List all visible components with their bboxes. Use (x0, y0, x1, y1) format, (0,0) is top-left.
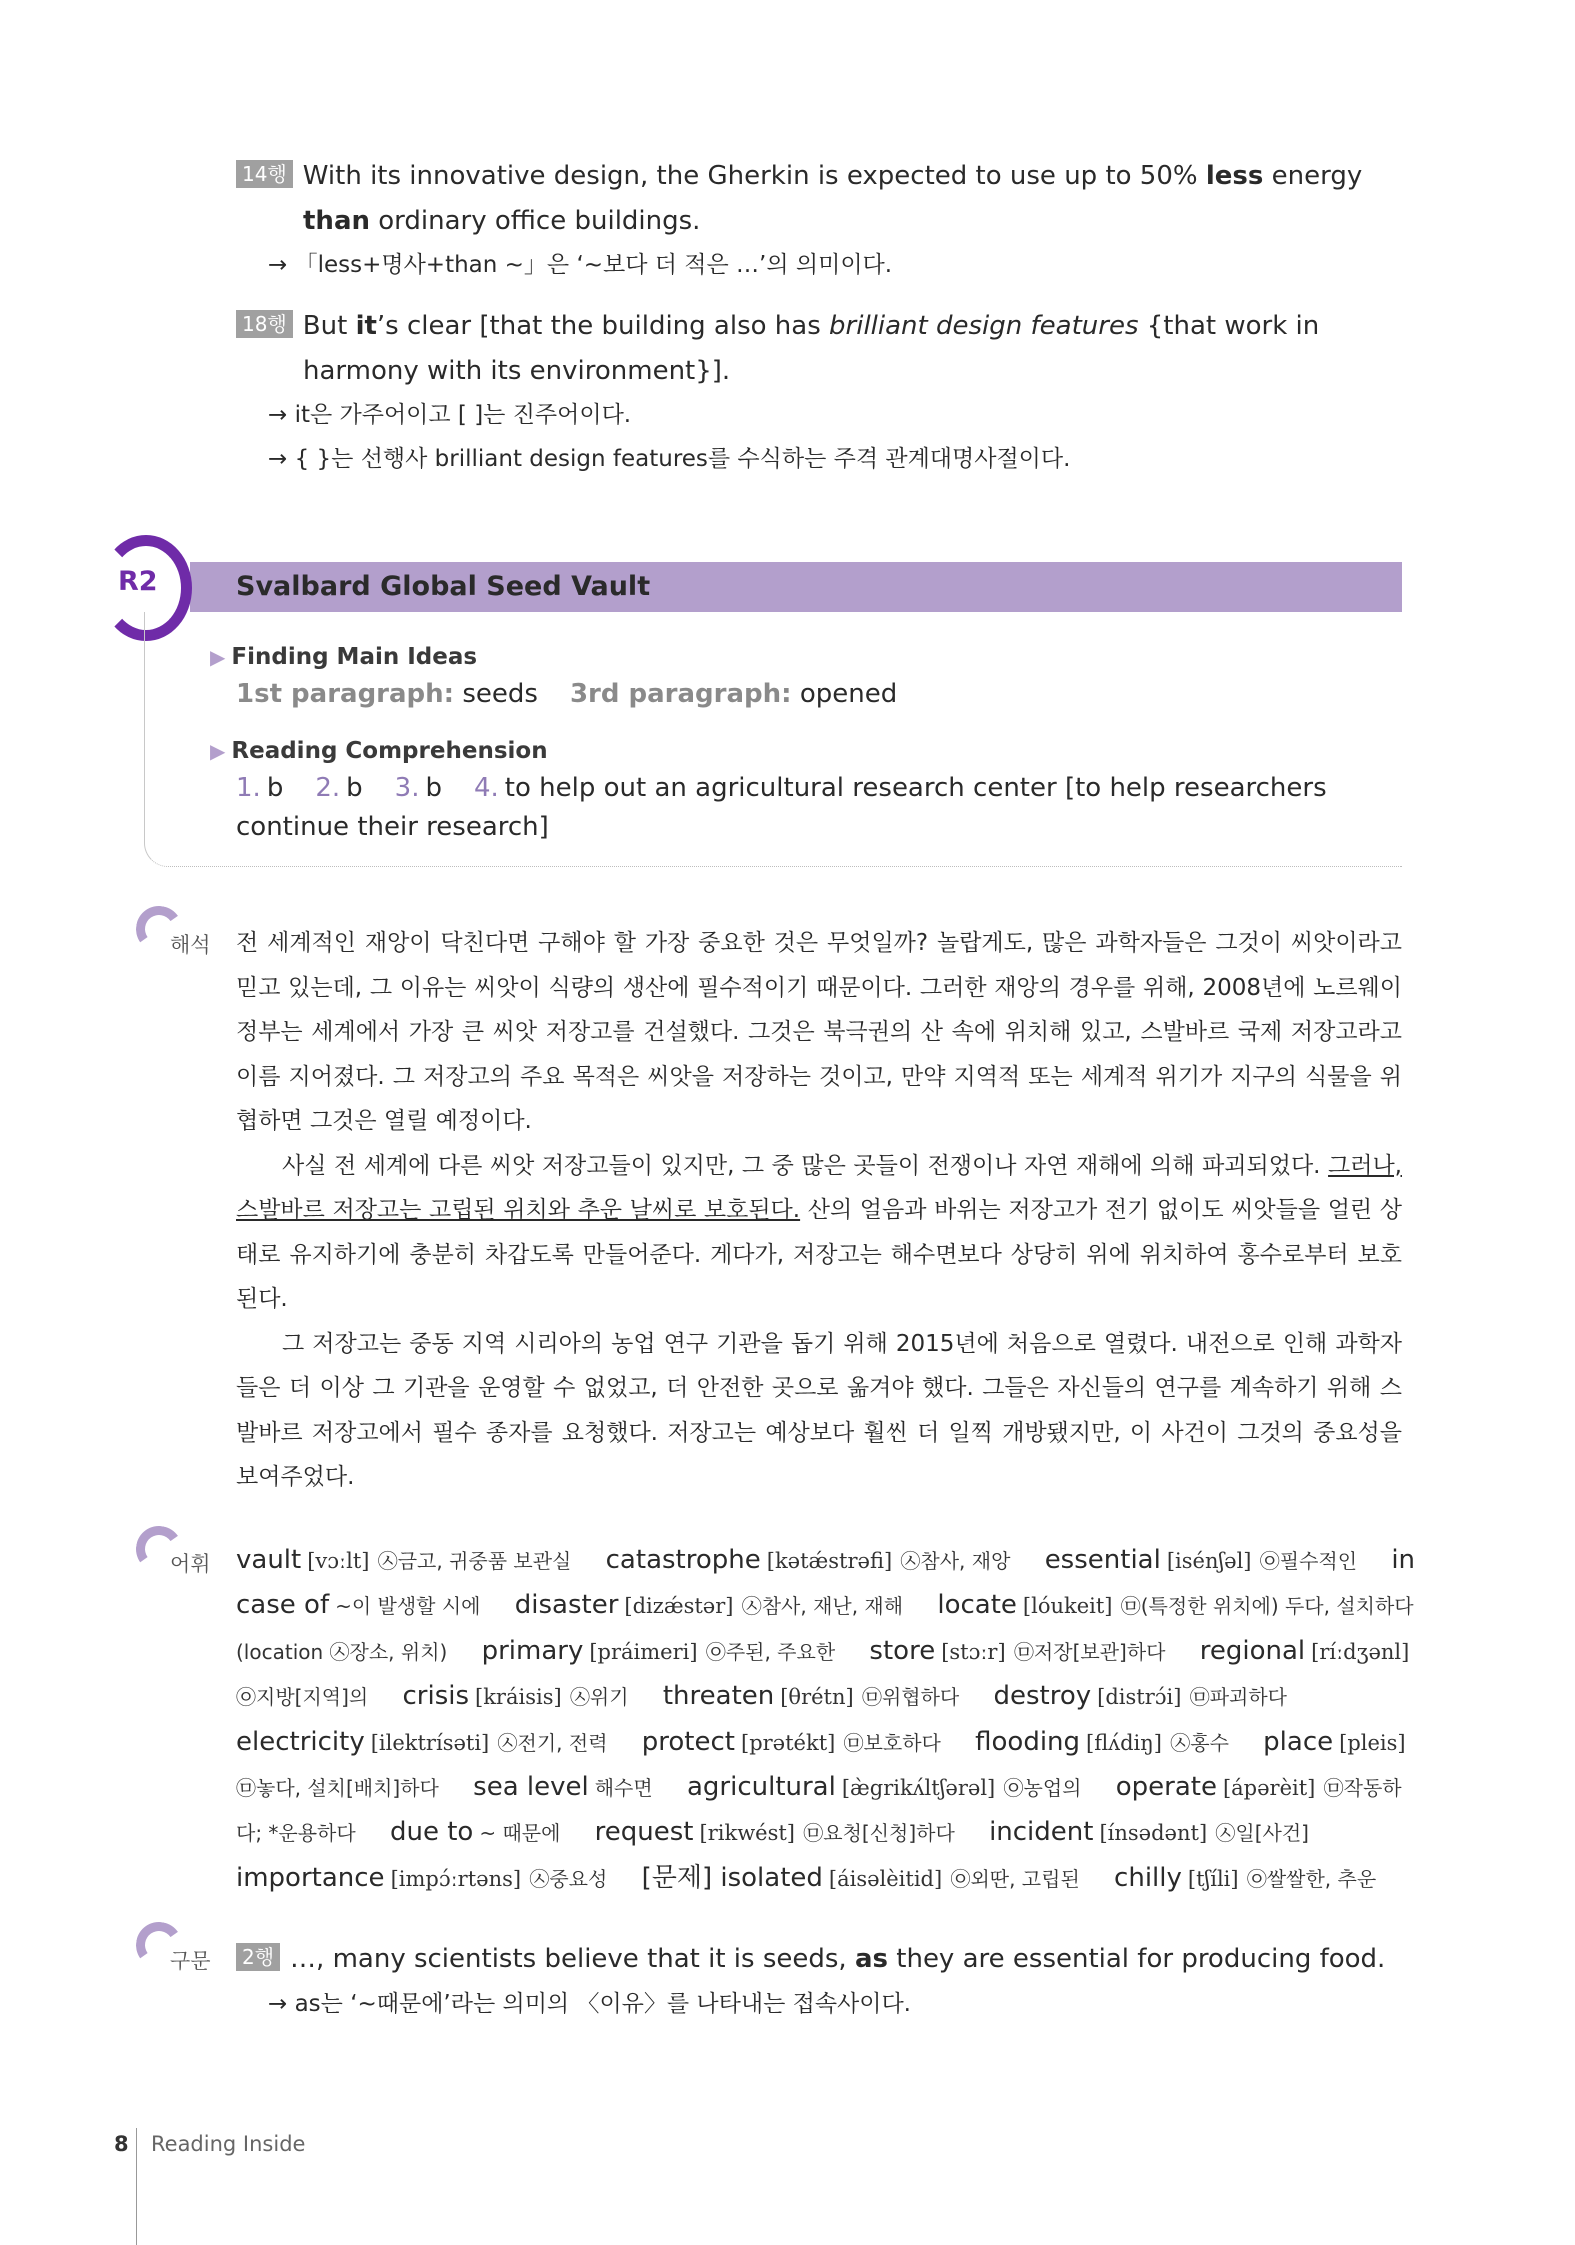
underlined-sentence: 그러나, 스발바르 저장고는 고립된 위치와 추운 날씨로 보호된다. (236, 1152, 1402, 1223)
triangle-bullet-icon: ▶ (210, 739, 226, 763)
vocab-meaning: ㉦참사, 재난, 재해 (741, 1594, 904, 1619)
vocab-phonetic: [kráisis] (475, 1685, 562, 1710)
vocab-item (236, 1545, 597, 1575)
note2-line1: 18행 But it’s clear [that the building also has brilliant design features {that work in (236, 304, 1319, 348)
translation-paragraph-2: 사실 전 세계에 다른 씨앗 저장고들이 있지만, 그 중 많은 곳들이 전쟁이나 자연 재해에 의해 파괴되었다. 그러나, 스발바르 저장고는 고립된 위치와 추운 날씨로 보호된다. 산의 얼음과 바위는 저장고가 전기 없이도 씨앗들을 얼린 상태로 유지하기에 충분히 차갑도록 만들어준다. 게다가, 저장고는 해수면보다 상당히 위에 위치하여 홍수로부터 보호된다. (236, 1152, 1402, 1312)
vocab-phonetic: [stɔːr] (941, 1639, 1006, 1664)
vocab-meaning: ㉦홍수 (1170, 1730, 1229, 1755)
vocab-word: operate (1115, 1772, 1217, 1803)
comprehension-answers-line1: 1. b 2. b 3. b 4. to help out an agricultural research center [to help researchers (236, 773, 1327, 803)
vocab-phonetic: [práimeri] (589, 1639, 698, 1664)
vocab-meaning: ~이 발생할 시에 (335, 1594, 481, 1619)
translation-paragraph-1: 전 세계적인 재앙이 닥친다면 구해야 할 가장 중요한 것은 무엇일까? 놀랍게도, 많은 과학자들은 그것이 씨앗이라고 믿고 있는데, 그 이유는 씨앗이 식량의 생산에 필수적이기 때문이다. 그러한 재앙의 경우를 위해, 2008년에 노르웨이 정부는 세계에서 가장 큰 씨앗 저장고를 건설했다. 그것은 북극권의 산 속에 위치해 있고, 스발바르 국제 저장고라고 이름 지어졌다. 그 저장고의 주요 목적은 씨앗을 저장하는 것이고, 만약 지역적 또는 세계적 위기가 지구의 식물을 위협하면 그것은 열릴 예정이다. (236, 930, 1402, 1134)
vocab-word: flooding (975, 1726, 1081, 1757)
vocab-item (595, 1817, 981, 1847)
vocab-meaning: ㉤보호하다 (843, 1730, 941, 1755)
vocab-meaning: ㉤위협하다 (861, 1685, 960, 1710)
vocab-meaning: ㉧외딴, 고립된 (950, 1866, 1080, 1891)
vocab-item (687, 1772, 1108, 1802)
vocab-phonetic: [lóukeit] (1022, 1594, 1113, 1619)
vocab-item (515, 1590, 929, 1620)
vocab-word: in case of (236, 1545, 1416, 1621)
vocab-phonetic: [dizǽstər] (624, 1594, 734, 1619)
vocab-meaning: ㉤작동하다; *운용하다 (236, 1776, 1402, 1846)
note2-arrow1: → it은 가주어이고 [ ]는 진주어이다. (268, 402, 632, 428)
vocab-word: vault (236, 1545, 302, 1575)
vocab-phonetic: [ápərèit] (1222, 1776, 1316, 1801)
vocab-phonetic: [rikwést] (699, 1821, 795, 1846)
vocab-meaning: 해수면 (594, 1776, 653, 1801)
syntax-label: 구문 (170, 1949, 211, 1973)
vocab-phonetic: [tʃíli] (1187, 1866, 1239, 1891)
vocab-meaning: ㉦위기 (569, 1685, 629, 1710)
vocab-word: place (1263, 1726, 1334, 1757)
vocab-word: crisis (402, 1681, 470, 1712)
vocab-word: regional (1199, 1635, 1306, 1666)
triangle-bullet-icon: ▶ (210, 645, 226, 669)
footer-divider (136, 2128, 137, 2245)
note2-line2: harmony with its environment}]. (303, 356, 731, 386)
vocab-phonetic: [æ̀grikʌ́ltʃərəl] (841, 1776, 996, 1801)
vocab-item (390, 1817, 586, 1847)
vocab-item (482, 1636, 862, 1666)
vocab-phonetic: [impɔ́ːrtəns] (390, 1866, 522, 1891)
vocabulary-label: 어휘 (170, 1552, 211, 1576)
note1-line1: 14행 With its innovative design, the Gherkin is expected to use up to 50% less energy (236, 154, 1362, 198)
vocab-meaning: ㉦참사, 재앙 (900, 1549, 1011, 1573)
vocab-item (642, 1727, 967, 1757)
vocab-word: primary (481, 1635, 584, 1666)
vocab-phonetic: [áisəlèitid] (828, 1866, 943, 1891)
vocab-phonetic: [isénʃəl] (1166, 1549, 1252, 1573)
vocab-item (989, 1817, 1335, 1847)
vocab-word: store (869, 1635, 936, 1666)
vocab-meaning: ㉤놓다, 설치[배치]하다 (236, 1776, 439, 1801)
translation-paragraph-3: 그 저장고는 중동 지역 시리아의 농업 연구 기관을 돕기 위해 2015년에 처음으로 열렸다. 내전으로 인해 과학자들은 더 이상 그 기관을 운영할 수 없었고, 더 안전한 곳으로 옮겨야 했다. 그들은 자신들의 연구를 계속하기 위해 스발바르 저장고에서 필수 종자를 요청했다. 저장고는 예상보다 훨씬 더 일찍 개방됐지만, 이 사건이 그것의 중요성을 보여주었다. (236, 1330, 1402, 1490)
vocab-meaning: ~ 때문에 (479, 1821, 561, 1846)
vocabulary-list (236, 1538, 1416, 1901)
vocab-item (975, 1727, 1255, 1757)
vocab-word: due to (389, 1817, 474, 1848)
vocab-meaning: ㉤요청[신청]하다 (803, 1821, 955, 1846)
syntax-arrow: → as는 ‘~때문에’라는 의미의 〈이유〉를 나타내는 접속사이다. (268, 1991, 911, 2017)
note1-line2: than ordinary office buildings. (303, 206, 701, 236)
line-tag: 14행 (236, 160, 293, 188)
vocab-meaning: ㉦일[사건] (1215, 1821, 1309, 1846)
vocab-meaning: ㉧지방[지역]의 (236, 1685, 369, 1710)
vocab-word: agricultural (686, 1772, 836, 1803)
comprehension-heading: ▶ Reading Comprehension (210, 738, 548, 764)
vocab-meaning: ㉦전기, 전력 (497, 1730, 608, 1755)
vocab-word: threaten (662, 1681, 775, 1712)
vocab-phonetic: [kətǽstrəfi] (766, 1549, 893, 1573)
vocab-word: essential (1044, 1545, 1161, 1575)
vocab-meaning: ㉦중요성 (529, 1866, 608, 1891)
book-title: Reading Inside (151, 2132, 306, 2156)
vocab-item (1114, 1863, 1402, 1893)
vocab-item (236, 1863, 633, 1893)
translation-text (236, 921, 1402, 1500)
vocab-item (1045, 1545, 1383, 1575)
vocab-word: destroy (993, 1681, 1092, 1712)
vocab-meaning: ㉤파괴하다 (1189, 1685, 1287, 1710)
vocab-phonetic: [distrɔ́i] (1097, 1685, 1182, 1710)
note2-arrow2: → { }는 선행사 brilliant design features를 수식하는 주격 관계대명사절이다. (268, 446, 1071, 472)
vocab-phonetic: [ilektrísəti] (370, 1730, 490, 1755)
section-code: R2 (118, 566, 158, 597)
vocab-item (642, 1863, 1106, 1893)
vocab-meaning: ㉦금고, 귀중품 보관실 (377, 1549, 572, 1573)
vocab-phonetic: [prətékt] (741, 1730, 836, 1755)
syntax-sentence: 2행 …, many scientists believe that it is seeds, as they are essential for producing food. (236, 1937, 1385, 1981)
vocab-meaning: ㉤(특정한 위치에) 두다, 설치하다 (location ㉦장소, 위치) (236, 1594, 1414, 1664)
vocab-phonetic: [flʌ́diŋ] (1086, 1730, 1162, 1755)
vocab-phonetic: [ríːdʒənl] (1311, 1639, 1410, 1664)
vocab-meaning: ㉧필수적인 (1259, 1549, 1358, 1573)
vocab-item (402, 1681, 654, 1711)
vocab-word: importance (236, 1862, 385, 1893)
line-tag: 2행 (236, 1943, 280, 1971)
vocab-item (869, 1636, 1191, 1666)
vocab-word: sea level (473, 1772, 589, 1803)
section-title: Svalbard Global Seed Vault (236, 571, 651, 602)
vocab-item (663, 1681, 985, 1711)
vocab-word: protect (641, 1726, 735, 1757)
vocab-phonetic: [ínsədənt] (1099, 1821, 1208, 1846)
vocab-word: [문제] isolated (641, 1862, 823, 1893)
line-tag: 18행 (236, 310, 293, 338)
vocab-meaning: ㉧쌀쌀한, 추운 (1246, 1866, 1377, 1891)
vocab-word: incident (989, 1817, 1094, 1848)
translation-label: 해석 (170, 933, 211, 957)
main-ideas-heading: ▶ Finding Main Ideas (210, 644, 478, 670)
vocab-word: locate (937, 1590, 1017, 1621)
vocab-item (473, 1772, 679, 1802)
vocab-meaning: ㉧농업의 (1003, 1776, 1082, 1801)
comprehension-answers-line2: continue their research] (236, 812, 549, 842)
vocab-word: chilly (1114, 1862, 1182, 1893)
vocab-phonetic: [θrétn] (780, 1685, 854, 1710)
vocab-phonetic: [pleis] (1339, 1730, 1406, 1755)
vocab-word: request (594, 1817, 694, 1848)
vocab-meaning: ㉤저장[보관]하다 (1013, 1639, 1166, 1664)
vocab-item (606, 1545, 1037, 1575)
vocab-word: electricity (236, 1726, 365, 1757)
page-number: 8 (114, 2132, 129, 2156)
note1-arrow: → 「less+명사+than ~」은 ‘~보다 더 적은 …’의 의미이다. (268, 252, 893, 278)
vocab-phonetic: [vɔːlt] (307, 1549, 370, 1573)
vocab-word: catastrophe (605, 1545, 761, 1575)
vocab-item (236, 1727, 634, 1757)
vocab-word: disaster (514, 1590, 619, 1621)
vocab-item (994, 1681, 1313, 1711)
main-ideas-answers: 1st paragraph: seeds 3rd paragraph: opened (236, 679, 898, 709)
vocab-meaning: ㉧주된, 주요한 (705, 1639, 836, 1664)
